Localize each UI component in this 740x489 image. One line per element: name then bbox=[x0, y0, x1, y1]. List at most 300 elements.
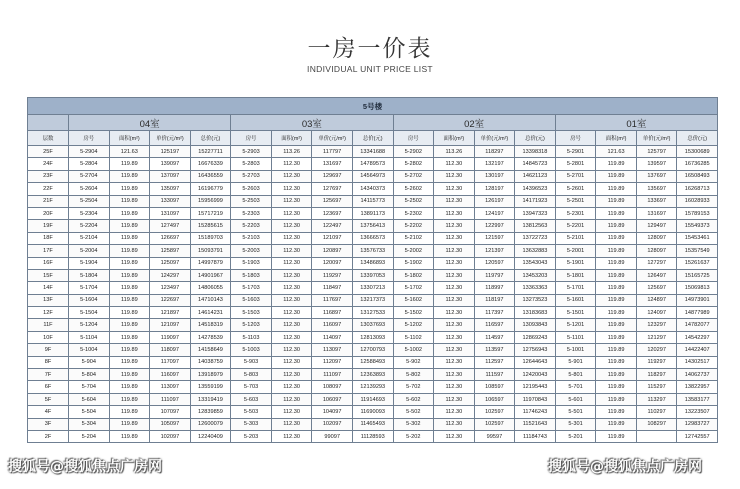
room-cell: 5-2101 bbox=[555, 232, 596, 244]
total-price-cell: 13037693 bbox=[352, 319, 393, 331]
unit-price-cell: 126197 bbox=[474, 195, 515, 207]
total-price-cell: 11128593 bbox=[352, 430, 393, 442]
area-cell: 112.30 bbox=[434, 269, 475, 281]
room-cell: 5-1003 bbox=[231, 344, 272, 356]
total-price-cell: 15300689 bbox=[677, 146, 718, 158]
area-cell: 112.30 bbox=[434, 369, 475, 381]
unit-price-cell: 118197 bbox=[474, 294, 515, 306]
room-cell: 5-2601 bbox=[555, 183, 596, 195]
column-header-room: 房号 bbox=[231, 131, 272, 146]
floor-cell: 21F bbox=[28, 195, 69, 207]
room-cell: 5-2701 bbox=[555, 170, 596, 182]
room-cell: 5-1103 bbox=[231, 331, 272, 343]
total-price-cell: 14789573 bbox=[352, 158, 393, 170]
total-price-cell: 13319419 bbox=[190, 393, 231, 405]
area-cell: 119.89 bbox=[596, 282, 637, 294]
area-cell: 112.30 bbox=[271, 269, 312, 281]
unit-price-cell: 125897 bbox=[150, 245, 191, 257]
room-cell: 5-601 bbox=[555, 393, 596, 405]
total-price-cell: 16196779 bbox=[190, 183, 231, 195]
area-cell: 119.89 bbox=[109, 369, 150, 381]
area-cell: 112.30 bbox=[271, 381, 312, 393]
area-cell: 112.30 bbox=[271, 406, 312, 418]
room-cell: 5-303 bbox=[231, 418, 272, 430]
room-cell: 5-2204 bbox=[69, 220, 110, 232]
area-cell: 119.89 bbox=[596, 269, 637, 281]
room-cell: 5-2103 bbox=[231, 232, 272, 244]
floor-cell: 17F bbox=[28, 245, 69, 257]
floor-cell: 3F bbox=[28, 418, 69, 430]
room-cell: 5-703 bbox=[231, 381, 272, 393]
room-cell: 5-2903 bbox=[231, 146, 272, 158]
area-cell: 119.89 bbox=[596, 430, 637, 442]
room-cell: 5-2902 bbox=[393, 146, 434, 158]
unit-price-cell: 125697 bbox=[636, 282, 677, 294]
total-price-cell: 12420043 bbox=[515, 369, 556, 381]
total-price-cell: 13397053 bbox=[352, 269, 393, 281]
room-cell: 5-903 bbox=[231, 356, 272, 368]
room-cell: 5-2803 bbox=[231, 158, 272, 170]
unit-price-cell: 105097 bbox=[150, 418, 191, 430]
floor-cell: 19F bbox=[28, 220, 69, 232]
total-price-cell: 13223507 bbox=[677, 406, 718, 418]
floor-cell: 9F bbox=[28, 344, 69, 356]
total-price-cell: 13543043 bbox=[515, 257, 556, 269]
column-header-area: 面积(m²) bbox=[271, 131, 312, 146]
unit-price-cell: 129497 bbox=[636, 220, 677, 232]
room-cell: 5-2304 bbox=[69, 207, 110, 219]
area-cell: 112.30 bbox=[434, 245, 475, 257]
area-cell: 112.30 bbox=[271, 282, 312, 294]
area-cell: 119.89 bbox=[596, 307, 637, 319]
room-cell: 5-1702 bbox=[393, 282, 434, 294]
total-price-cell: 13453203 bbox=[515, 269, 556, 281]
area-cell: 119.89 bbox=[109, 269, 150, 281]
total-price-cell: 16268713 bbox=[677, 183, 718, 195]
total-price-cell: 12139293 bbox=[352, 381, 393, 393]
column-header-unit-price: 单价(元/m²) bbox=[474, 131, 515, 146]
unit-price-cell: 124197 bbox=[474, 207, 515, 219]
room-cell: 5-304 bbox=[69, 418, 110, 430]
room-cell: 5-1004 bbox=[69, 344, 110, 356]
room-cell: 5-2302 bbox=[393, 207, 434, 219]
column-header-total-price: 总价(元) bbox=[190, 131, 231, 146]
total-price-cell: 15956999 bbox=[190, 195, 231, 207]
table-row bbox=[28, 183, 718, 195]
unit-price-cell: 139097 bbox=[150, 158, 191, 170]
area-cell: 112.30 bbox=[434, 331, 475, 343]
room-cell: 5-1503 bbox=[231, 307, 272, 319]
total-price-cell: 12839859 bbox=[190, 406, 231, 418]
total-price-cell: 12644643 bbox=[515, 356, 556, 368]
room-cell: 5-504 bbox=[69, 406, 110, 418]
area-cell: 112.30 bbox=[271, 430, 312, 442]
total-price-cell: 14278539 bbox=[190, 331, 231, 343]
room-cell: 5-1904 bbox=[69, 257, 110, 269]
unit-price-cell: 119797 bbox=[474, 269, 515, 281]
total-price-cell: 16508493 bbox=[677, 170, 718, 182]
area-cell: 119.89 bbox=[109, 158, 150, 170]
room-cell: 5-2702 bbox=[393, 170, 434, 182]
unit-price-cell: 126497 bbox=[636, 269, 677, 281]
total-price-cell: 12363893 bbox=[352, 369, 393, 381]
room-cell: 5-902 bbox=[393, 356, 434, 368]
floor-cell: 22F bbox=[28, 183, 69, 195]
floor-cell: 5F bbox=[28, 393, 69, 405]
area-cell: 112.30 bbox=[434, 319, 475, 331]
unit-price-cell: 118097 bbox=[150, 344, 191, 356]
unit-price-cell: 118297 bbox=[636, 369, 677, 381]
total-price-cell: 14340373 bbox=[352, 183, 393, 195]
unit-price-cell: 113097 bbox=[312, 344, 353, 356]
area-cell: 119.89 bbox=[596, 220, 637, 232]
total-price-cell: 14877989 bbox=[677, 307, 718, 319]
total-price-cell: 13576733 bbox=[352, 245, 393, 257]
room-cell: 5-202 bbox=[393, 430, 434, 442]
room-cell: 5-603 bbox=[231, 393, 272, 405]
area-cell: 112.30 bbox=[434, 170, 475, 182]
unit-price-cell: 122697 bbox=[150, 294, 191, 306]
total-price-cell: 14518319 bbox=[190, 319, 231, 331]
unit-price-cell: 135097 bbox=[150, 183, 191, 195]
area-cell: 119.89 bbox=[596, 207, 637, 219]
floor-cell: 20F bbox=[28, 207, 69, 219]
room-cell: 5-1102 bbox=[393, 331, 434, 343]
total-price-cell: 14614231 bbox=[190, 307, 231, 319]
table-row bbox=[28, 406, 718, 418]
table-row bbox=[28, 369, 718, 381]
unit-price-cell: 129697 bbox=[312, 170, 353, 182]
total-price-cell: 15189703 bbox=[190, 232, 231, 244]
room-cell: 5-2004 bbox=[69, 245, 110, 257]
total-price-cell: 14396523 bbox=[515, 183, 556, 195]
unit-price-cell: 137097 bbox=[150, 170, 191, 182]
unit-price-cell: 118997 bbox=[474, 282, 515, 294]
room-cell: 5-2102 bbox=[393, 232, 434, 244]
unit-price-cell: 124297 bbox=[150, 269, 191, 281]
room-cell: 5-804 bbox=[69, 369, 110, 381]
floor-cell: 10F bbox=[28, 331, 69, 343]
room-cell: 5-1101 bbox=[555, 331, 596, 343]
total-price-cell: 12700793 bbox=[352, 344, 393, 356]
total-price-cell: 13398318 bbox=[515, 146, 556, 158]
area-cell: 112.30 bbox=[434, 183, 475, 195]
total-price-cell: 13363363 bbox=[515, 282, 556, 294]
room-cell: 5-2202 bbox=[393, 220, 434, 232]
unit-price-cell: 127297 bbox=[636, 257, 677, 269]
total-price-cell: 13183683 bbox=[515, 307, 556, 319]
total-price-cell: 14782077 bbox=[677, 319, 718, 331]
total-price-cell: 15227711 bbox=[190, 146, 231, 158]
unit-price-cell: 128097 bbox=[636, 232, 677, 244]
unit-price-cell: 102097 bbox=[312, 418, 353, 430]
floor-cell: 24F bbox=[28, 158, 69, 170]
page-subtitle: INDIVIDUAL UNIT PRICE LIST bbox=[307, 64, 433, 74]
total-price-cell: 12983727 bbox=[677, 418, 718, 430]
room-cell: 5-301 bbox=[555, 418, 596, 430]
area-cell: 112.30 bbox=[434, 220, 475, 232]
area-cell: 119.89 bbox=[596, 170, 637, 182]
total-price-cell: 12813093 bbox=[352, 331, 393, 343]
room-cell: 5-2003 bbox=[231, 245, 272, 257]
floor-cell: 6F bbox=[28, 381, 69, 393]
unit-price-cell: 119297 bbox=[312, 269, 353, 281]
unit-price-cell: 104097 bbox=[312, 406, 353, 418]
total-price-cell: 15549373 bbox=[677, 220, 718, 232]
room-cell: 5-2602 bbox=[393, 183, 434, 195]
room-cell: 5-501 bbox=[555, 406, 596, 418]
unit-header-row bbox=[28, 115, 718, 131]
floor-cell: 11F bbox=[28, 319, 69, 331]
room-cell: 5-1501 bbox=[555, 307, 596, 319]
total-price-cell: 14302517 bbox=[677, 356, 718, 368]
unit-price-cell: 121397 bbox=[474, 245, 515, 257]
unit-header-04: 04室 bbox=[69, 115, 231, 131]
room-cell: 5-704 bbox=[69, 381, 110, 393]
floor-cell: 4F bbox=[28, 406, 69, 418]
unit-price-cell: 108297 bbox=[636, 418, 677, 430]
table-row bbox=[28, 195, 718, 207]
area-cell: 112.30 bbox=[434, 307, 475, 319]
room-cell: 5-2504 bbox=[69, 195, 110, 207]
unit-price-cell: 135697 bbox=[636, 183, 677, 195]
column-header-total-price: 总价(元) bbox=[352, 131, 393, 146]
total-price-cell: 13127533 bbox=[352, 307, 393, 319]
total-price-cell: 14997879 bbox=[190, 257, 231, 269]
total-price-cell: 13756413 bbox=[352, 220, 393, 232]
total-price-cell: 14973901 bbox=[677, 294, 718, 306]
table-row bbox=[28, 344, 718, 356]
total-price-cell: 15069813 bbox=[677, 282, 718, 294]
area-cell: 112.30 bbox=[271, 220, 312, 232]
room-cell: 5-604 bbox=[69, 393, 110, 405]
area-cell: 119.89 bbox=[109, 430, 150, 442]
unit-price-cell: 123697 bbox=[312, 207, 353, 219]
room-cell: 5-1901 bbox=[555, 257, 596, 269]
unit-price-cell: 123297 bbox=[636, 319, 677, 331]
area-cell: 119.89 bbox=[596, 418, 637, 430]
room-cell: 5-901 bbox=[555, 356, 596, 368]
area-cell: 119.89 bbox=[596, 344, 637, 356]
unit-price-cell: 131697 bbox=[636, 207, 677, 219]
table-row bbox=[28, 257, 718, 269]
total-price-cell: 14806055 bbox=[190, 282, 231, 294]
area-cell: 119.89 bbox=[109, 245, 150, 257]
column-header-unit-price: 单价(元/m²) bbox=[150, 131, 191, 146]
unit-price-cell: 111097 bbox=[150, 393, 191, 405]
room-cell: 5-2603 bbox=[231, 183, 272, 195]
total-price-cell: 13559199 bbox=[190, 381, 231, 393]
total-price-cell: 11690093 bbox=[352, 406, 393, 418]
unit-price-cell: 127697 bbox=[312, 183, 353, 195]
table-row bbox=[28, 220, 718, 232]
area-cell: 112.30 bbox=[434, 257, 475, 269]
table-row bbox=[28, 393, 718, 405]
room-cell: 5-2704 bbox=[69, 170, 110, 182]
watermark-right: 搜狐号@搜狐焦点广房网 bbox=[548, 459, 702, 475]
building-name: 5号楼 bbox=[28, 98, 718, 115]
total-price-cell: 13918979 bbox=[190, 369, 231, 381]
total-price-cell: 12742557 bbox=[677, 430, 718, 442]
total-price-cell: 13217373 bbox=[352, 294, 393, 306]
area-cell: 119.89 bbox=[109, 207, 150, 219]
total-price-cell: 15285615 bbox=[190, 220, 231, 232]
area-cell: 119.89 bbox=[109, 406, 150, 418]
area-cell: 119.89 bbox=[109, 331, 150, 343]
unit-price-cell: 118297 bbox=[474, 146, 515, 158]
area-cell: 112.30 bbox=[271, 257, 312, 269]
area-cell: 119.89 bbox=[596, 183, 637, 195]
room-cell: 5-1002 bbox=[393, 344, 434, 356]
room-cell: 5-2604 bbox=[69, 183, 110, 195]
unit-price-cell: 121597 bbox=[474, 232, 515, 244]
total-price-cell: 13722723 bbox=[515, 232, 556, 244]
total-price-cell: 13666573 bbox=[352, 232, 393, 244]
room-cell: 5-1602 bbox=[393, 294, 434, 306]
room-cell: 5-2703 bbox=[231, 170, 272, 182]
unit-price-cell: 120097 bbox=[312, 257, 353, 269]
area-cell: 119.89 bbox=[109, 183, 150, 195]
unit-price-cell: 108097 bbox=[312, 381, 353, 393]
unit-price-cell: 137697 bbox=[636, 170, 677, 182]
room-cell: 5-2801 bbox=[555, 158, 596, 170]
unit-price-cell: 107097 bbox=[150, 406, 191, 418]
unit-price-cell: 111597 bbox=[474, 369, 515, 381]
total-price-cell: 11746243 bbox=[515, 406, 556, 418]
total-price-cell: 12600079 bbox=[190, 418, 231, 430]
floor-cell: 2F bbox=[28, 430, 69, 442]
unit-price-cell: 110297 bbox=[636, 406, 677, 418]
area-cell: 112.30 bbox=[271, 294, 312, 306]
room-cell: 5-1701 bbox=[555, 282, 596, 294]
unit-price-cell: 120597 bbox=[474, 257, 515, 269]
table-row bbox=[28, 331, 718, 343]
total-price-cell: 11521643 bbox=[515, 418, 556, 430]
unit-price-cell: 108597 bbox=[474, 381, 515, 393]
unit-price-cell: 121097 bbox=[150, 319, 191, 331]
room-cell: 5-2501 bbox=[555, 195, 596, 207]
floor-cell: 18F bbox=[28, 232, 69, 244]
unit-price-cell: 117697 bbox=[312, 294, 353, 306]
room-cell: 5-201 bbox=[555, 430, 596, 442]
column-header-room: 房号 bbox=[555, 131, 596, 146]
floor-cell: 14F bbox=[28, 282, 69, 294]
unit-price-cell: 112597 bbox=[474, 356, 515, 368]
area-cell: 119.89 bbox=[596, 257, 637, 269]
area-cell: 112.30 bbox=[434, 381, 475, 393]
unit-price-cell: 125697 bbox=[312, 195, 353, 207]
total-price-cell: 11184743 bbox=[515, 430, 556, 442]
area-cell: 112.30 bbox=[434, 393, 475, 405]
room-cell: 5-2001 bbox=[555, 245, 596, 257]
area-cell: 112.30 bbox=[271, 369, 312, 381]
area-cell: 112.30 bbox=[434, 232, 475, 244]
area-cell: 112.30 bbox=[271, 331, 312, 343]
total-price-cell: 16028933 bbox=[677, 195, 718, 207]
total-price-cell: 15165725 bbox=[677, 269, 718, 281]
area-cell: 112.30 bbox=[271, 356, 312, 368]
unit-price-cell: 113297 bbox=[636, 393, 677, 405]
unit-price-cell bbox=[636, 430, 677, 442]
area-cell: 112.30 bbox=[271, 170, 312, 182]
total-price-cell: 12240409 bbox=[190, 430, 231, 442]
area-cell: 119.89 bbox=[596, 393, 637, 405]
unit-price-cell: 116897 bbox=[312, 307, 353, 319]
area-cell: 112.30 bbox=[434, 344, 475, 356]
column-header-floor: 层数 bbox=[28, 131, 69, 146]
area-cell: 112.30 bbox=[434, 430, 475, 442]
unit-price-cell: 125197 bbox=[150, 146, 191, 158]
unit-price-cell: 121897 bbox=[150, 307, 191, 319]
room-cell: 5-2804 bbox=[69, 158, 110, 170]
unit-price-cell: 99597 bbox=[474, 430, 515, 442]
room-cell: 5-1703 bbox=[231, 282, 272, 294]
unit-price-cell: 111097 bbox=[312, 369, 353, 381]
total-price-cell: 14542297 bbox=[677, 331, 718, 343]
room-cell: 5-2301 bbox=[555, 207, 596, 219]
area-cell: 119.89 bbox=[596, 294, 637, 306]
area-cell: 119.89 bbox=[596, 245, 637, 257]
room-cell: 5-1801 bbox=[555, 269, 596, 281]
total-price-cell: 13947323 bbox=[515, 207, 556, 219]
table-row bbox=[28, 319, 718, 331]
unit-header-02: 02室 bbox=[393, 115, 555, 131]
building-header-row bbox=[28, 98, 718, 115]
room-cell: 5-1604 bbox=[69, 294, 110, 306]
table-row bbox=[28, 170, 718, 182]
unit-price-cell: 123497 bbox=[150, 282, 191, 294]
table-row bbox=[28, 307, 718, 319]
unit-price-cell: 126697 bbox=[150, 232, 191, 244]
room-cell: 5-203 bbox=[231, 430, 272, 442]
area-cell: 113.26 bbox=[271, 146, 312, 158]
room-cell: 5-2303 bbox=[231, 207, 272, 219]
unit-price-cell: 132197 bbox=[474, 158, 515, 170]
area-cell: 112.30 bbox=[271, 207, 312, 219]
total-price-cell: 11465493 bbox=[352, 418, 393, 430]
area-cell: 112.30 bbox=[271, 418, 312, 430]
total-price-cell: 15717219 bbox=[190, 207, 231, 219]
area-cell: 119.89 bbox=[109, 356, 150, 368]
unit-price-cell: 133097 bbox=[150, 195, 191, 207]
area-cell: 119.89 bbox=[109, 344, 150, 356]
table-row bbox=[28, 430, 718, 442]
area-cell: 119.89 bbox=[109, 195, 150, 207]
room-cell: 5-1804 bbox=[69, 269, 110, 281]
unit-price-cell: 102097 bbox=[150, 430, 191, 442]
floor-cell: 25F bbox=[28, 146, 69, 158]
column-header-total-price: 总价(元) bbox=[677, 131, 718, 146]
column-header-unit-price: 单价(元/m²) bbox=[636, 131, 677, 146]
area-cell: 112.30 bbox=[271, 183, 312, 195]
room-cell: 5-702 bbox=[393, 381, 434, 393]
area-cell: 112.30 bbox=[271, 307, 312, 319]
total-price-cell: 16676339 bbox=[190, 158, 231, 170]
room-cell: 5-701 bbox=[555, 381, 596, 393]
unit-price-cell: 114597 bbox=[474, 331, 515, 343]
floor-cell: 16F bbox=[28, 257, 69, 269]
area-cell: 112.30 bbox=[434, 195, 475, 207]
floor-cell: 13F bbox=[28, 294, 69, 306]
room-cell: 5-1202 bbox=[393, 319, 434, 331]
unit-price-cell: 133697 bbox=[636, 195, 677, 207]
unit-price-cell: 116097 bbox=[150, 369, 191, 381]
total-price-cell: 16436559 bbox=[190, 170, 231, 182]
unit-price-cell: 116097 bbox=[312, 319, 353, 331]
total-price-cell: 13093843 bbox=[515, 319, 556, 331]
column-header-room: 房号 bbox=[69, 131, 110, 146]
area-cell: 119.89 bbox=[596, 406, 637, 418]
